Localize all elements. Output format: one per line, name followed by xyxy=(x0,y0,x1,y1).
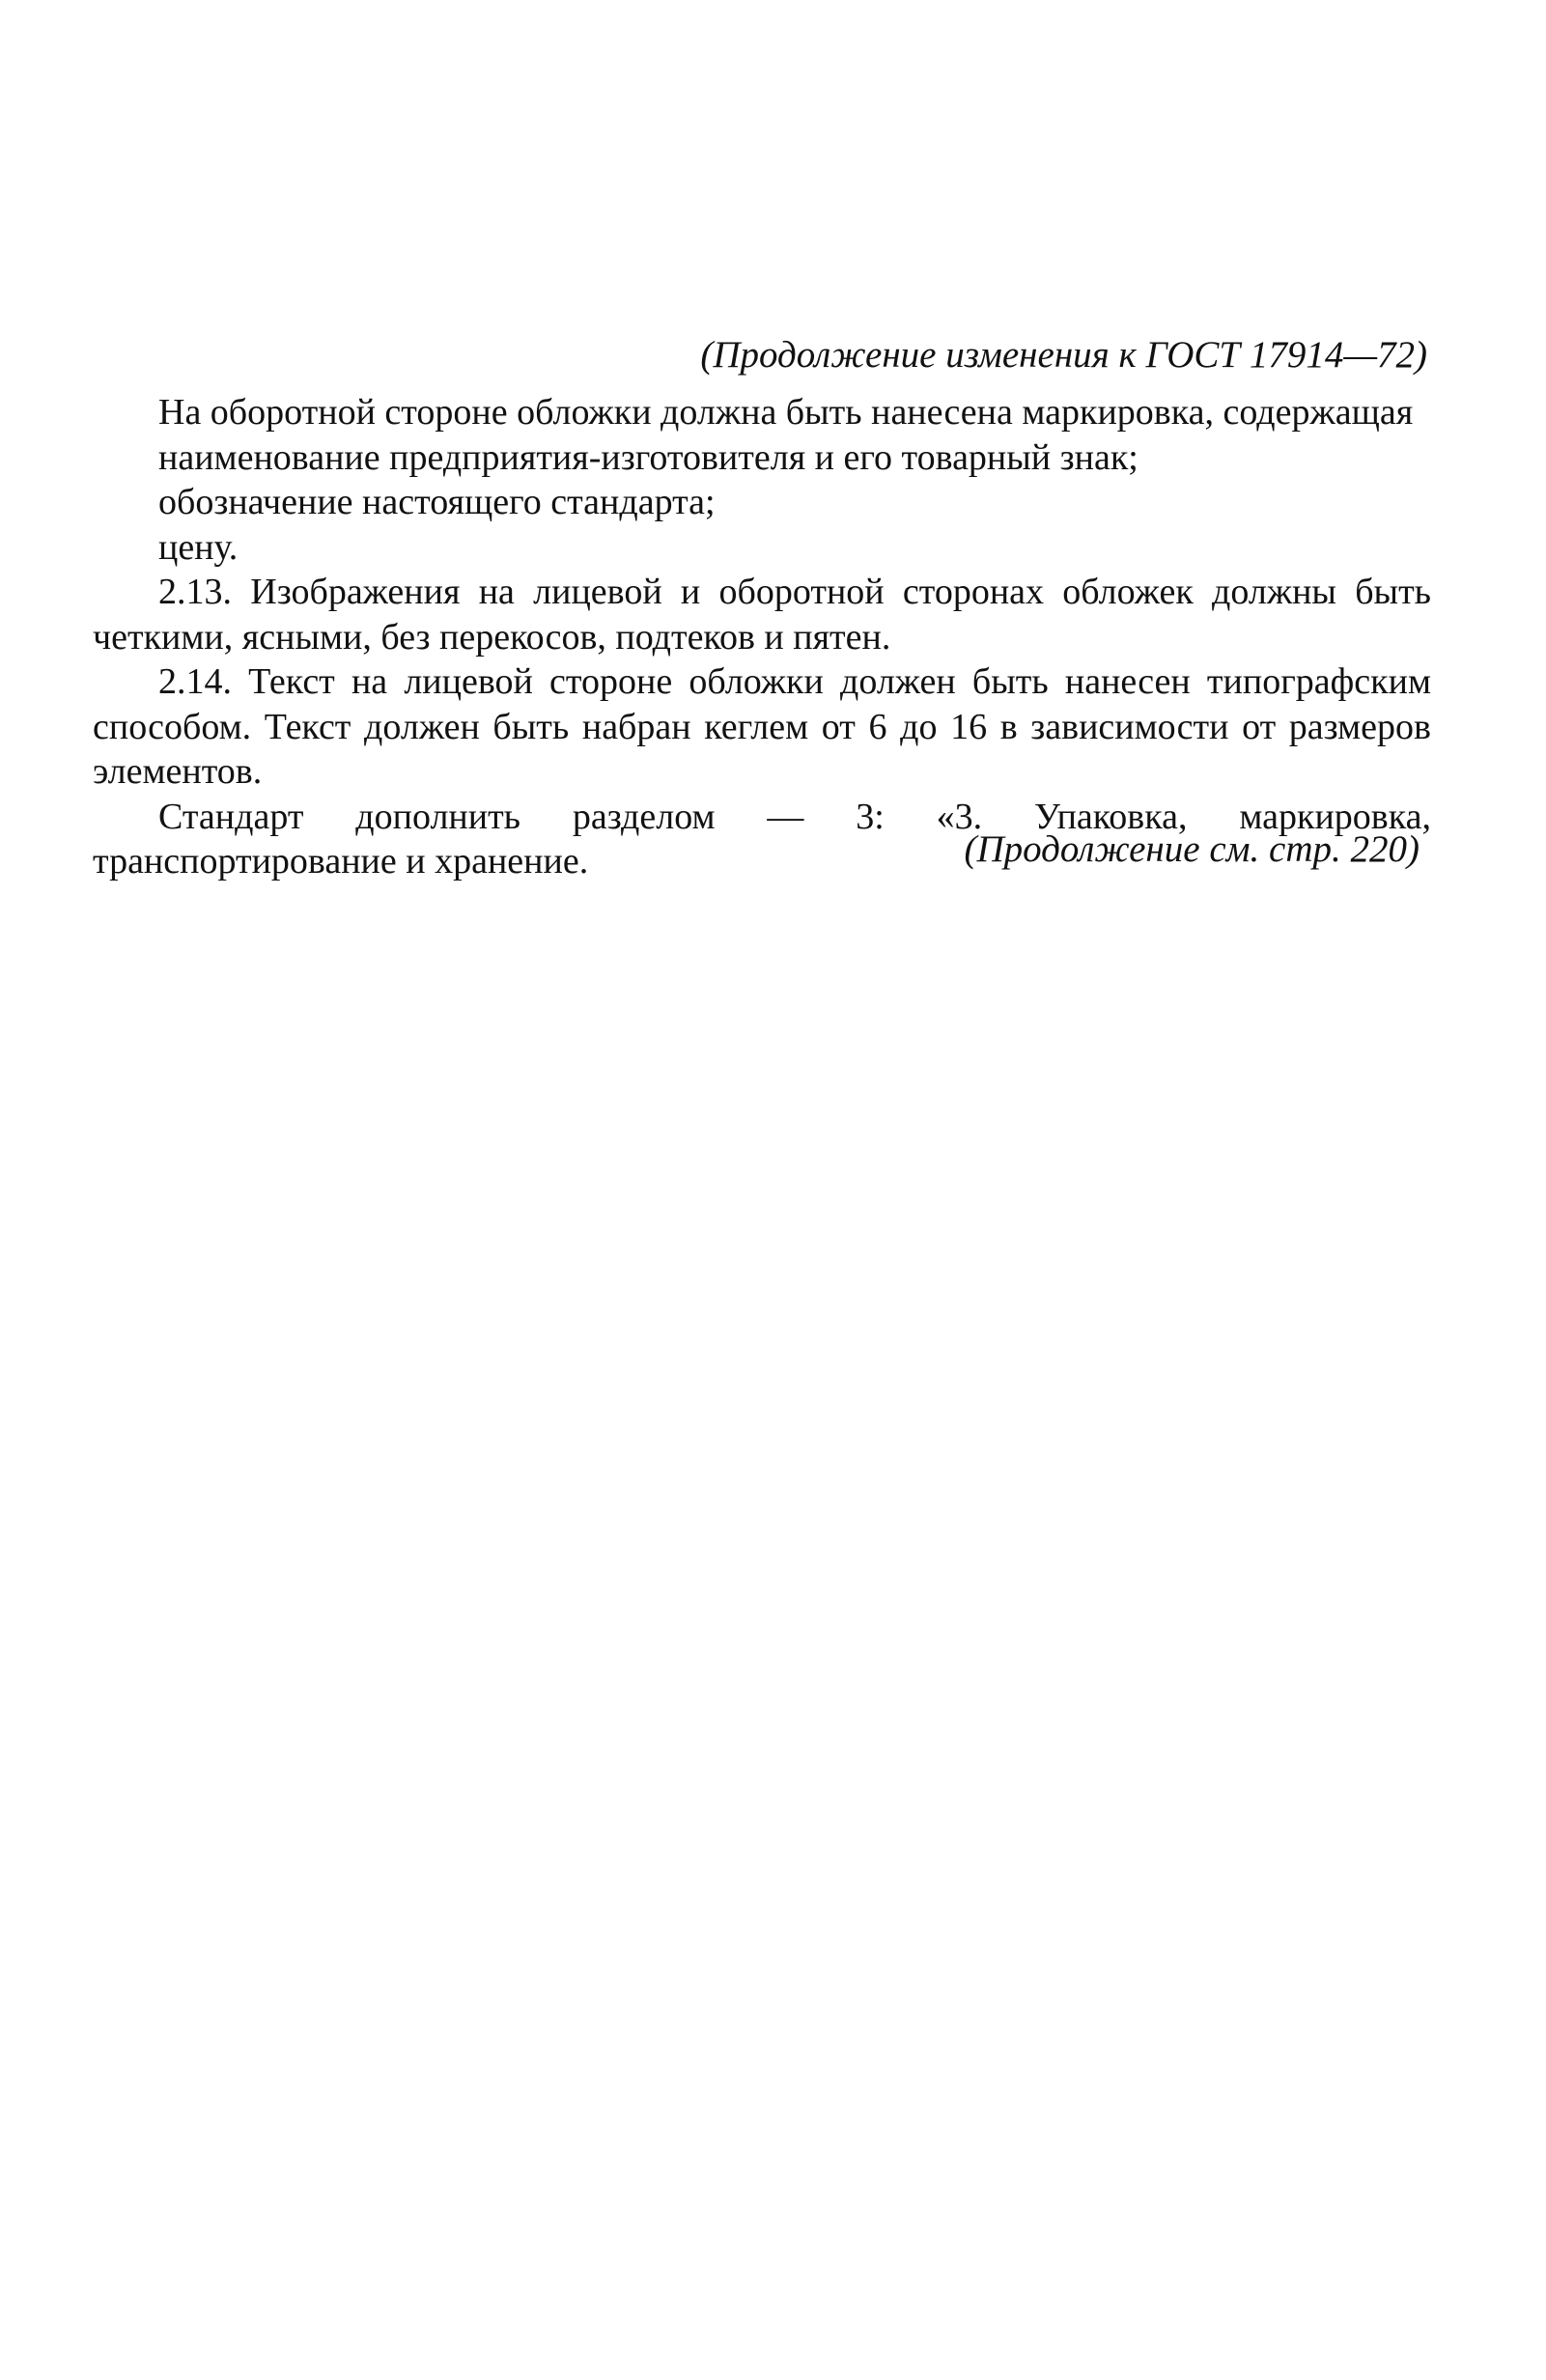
paragraph-marking-requirement: На оборотной стороне обложки должна быть нанесена маркировка, содержащая xyxy=(158,392,1414,433)
paragraph-section-3: Стандарт дополнить разделом — 3: «3. Упаковка, маркировка, транспортирование и хранение. xyxy=(93,796,1431,882)
document-body xyxy=(93,390,1431,884)
paragraph-2-14: 2.14. Текст на лицевой стороне обложки должен быть нанесен типографским способом. Текст должен быть набран кеглем от 6 до 16 в зависимости от размеров элементов. xyxy=(93,661,1431,792)
list-item-standard-designation: обозначение настоящего стандарта; xyxy=(158,482,716,522)
continuation-header: (Продолжение изменения к ГОСТ 17914—72) xyxy=(700,334,1427,376)
paragraph-2-13: 2.13. Изображения на лицевой и оборотной сторонах обложек должны быть четкими, ясными, без перекосов, подтеков и пятен. xyxy=(93,572,1431,658)
continuation-footer: (Продолжение см. стр. 220) xyxy=(964,828,1420,870)
list-item-manufacturer: наименование предприятия-изготовителя и его товарный знак; xyxy=(158,436,1138,478)
list-item-price: цену. xyxy=(158,526,239,568)
